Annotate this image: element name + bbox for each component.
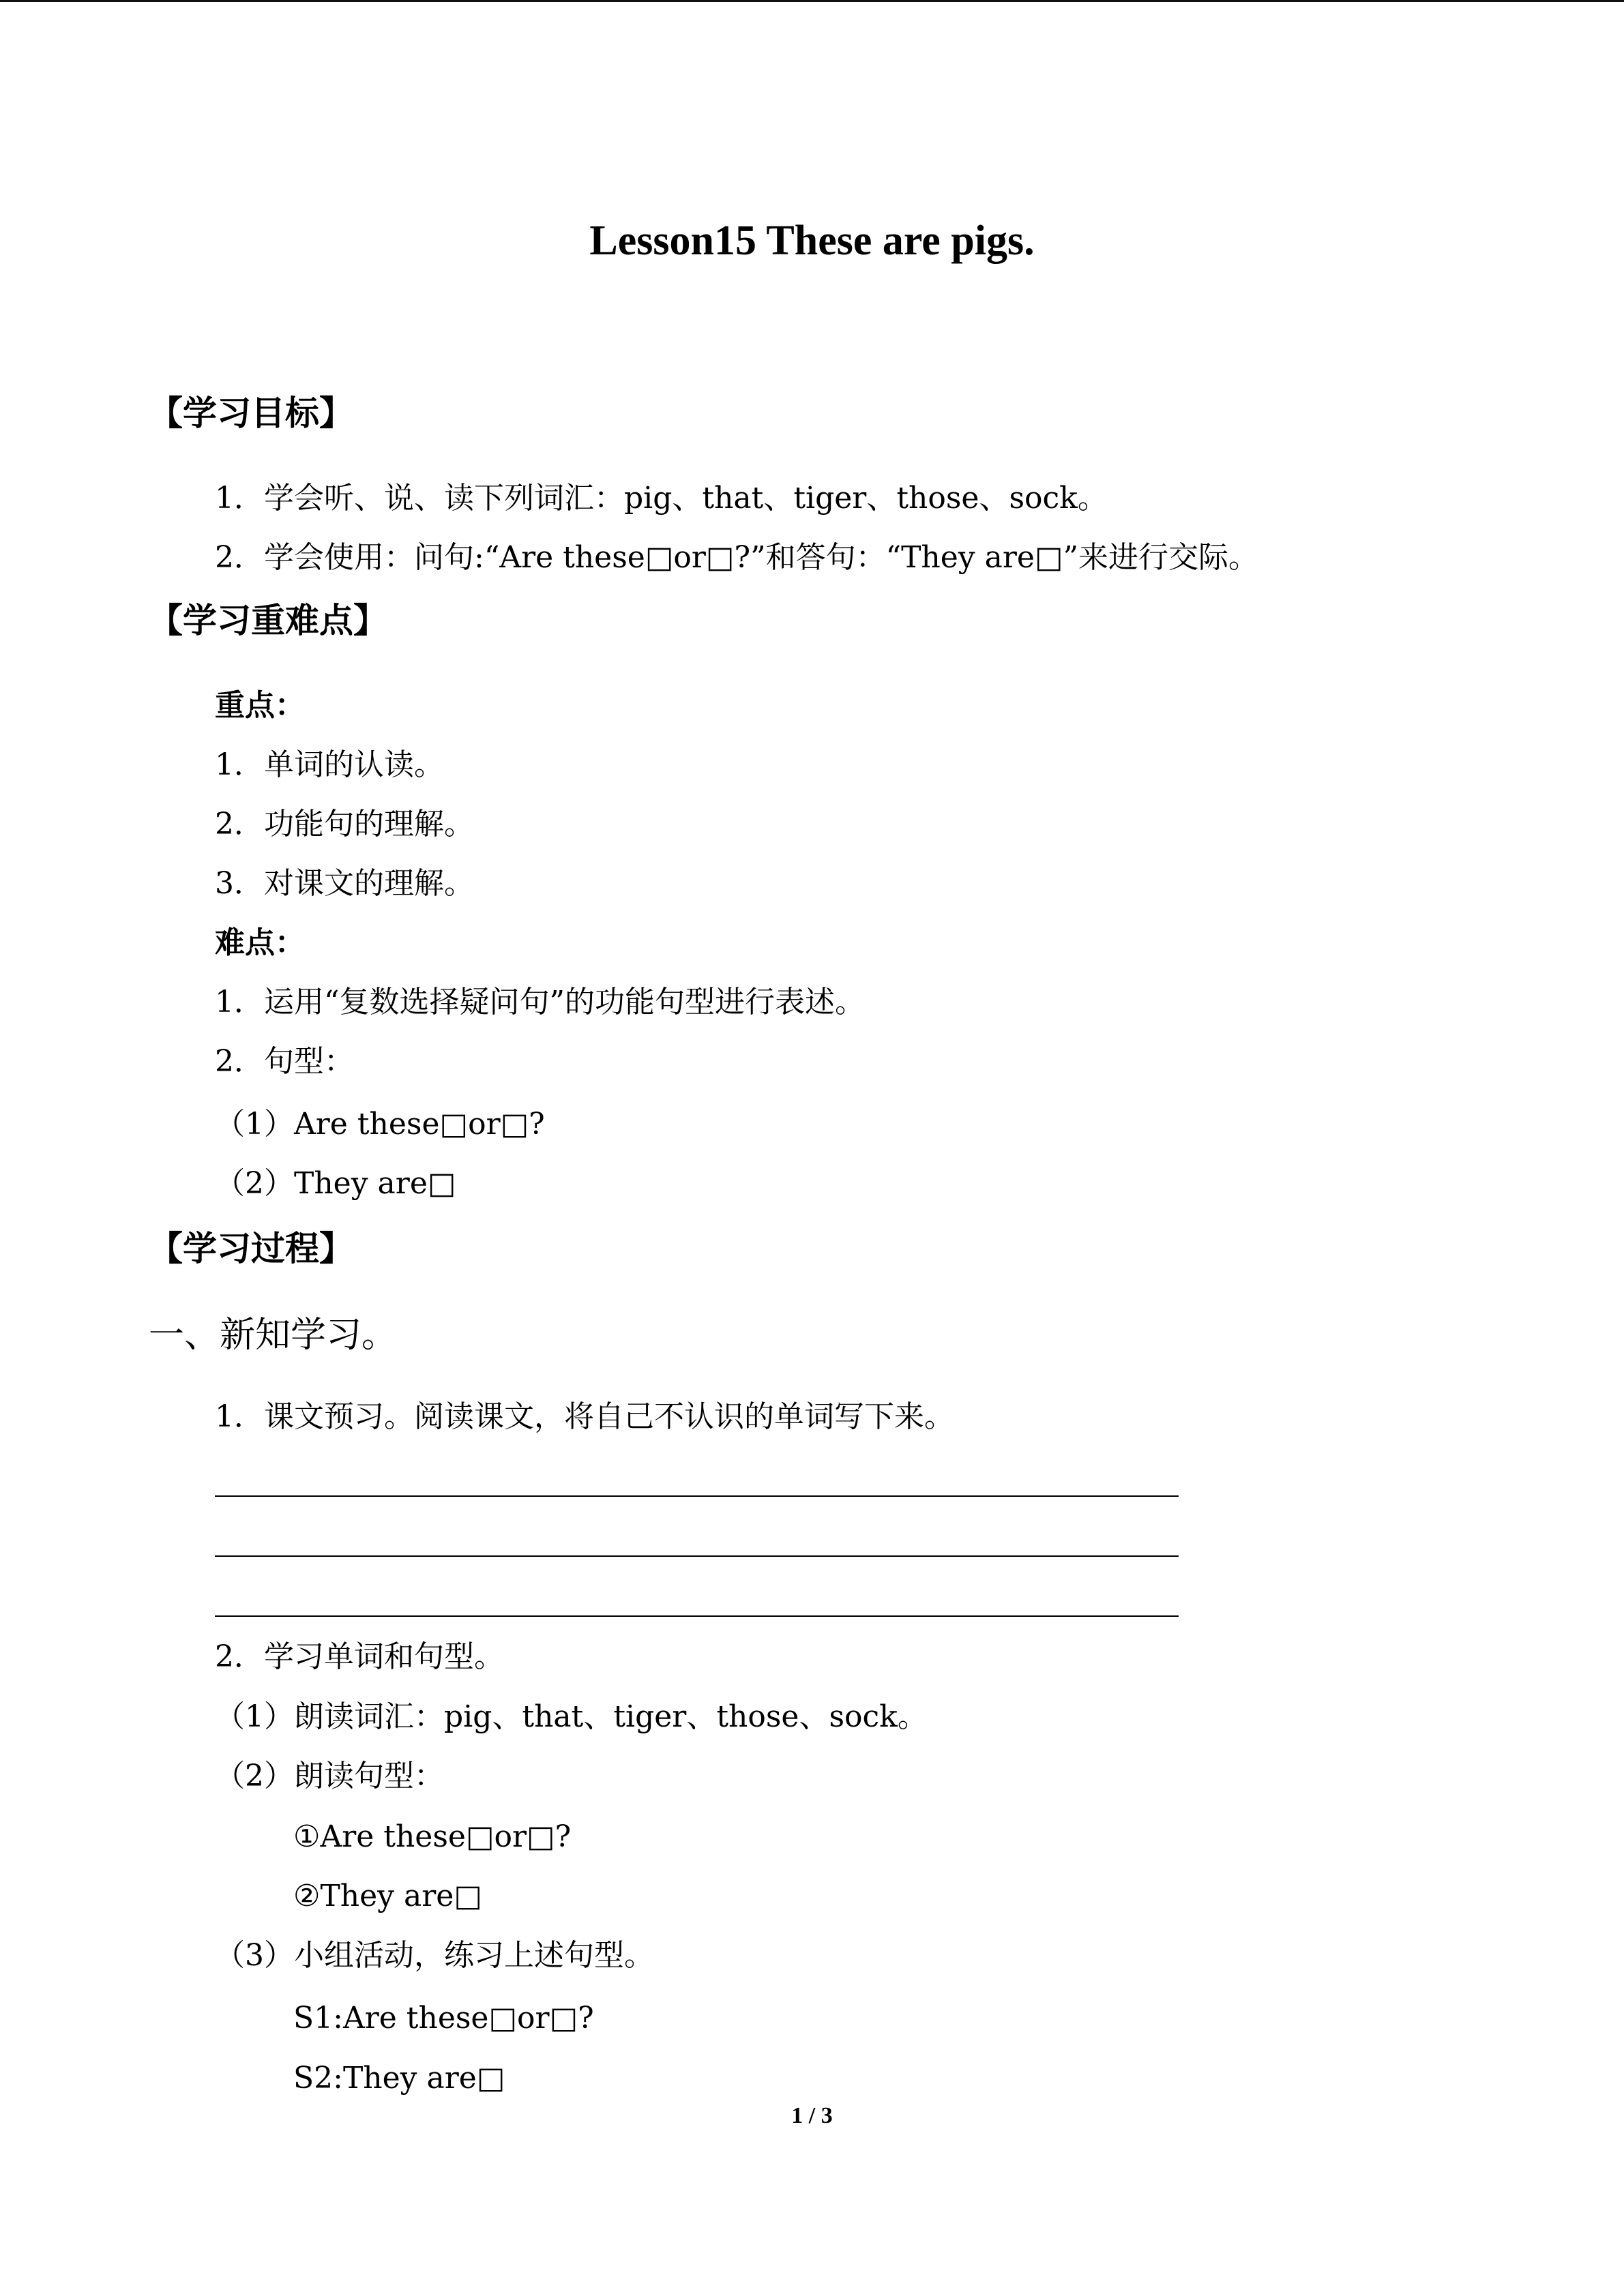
difficulty-item-3: （1）Are these□or□? [215, 1107, 545, 1142]
step-2-item-3: ①Are these□or□? [293, 1819, 572, 1854]
difficulty-item-2: 2．句型： [215, 1044, 354, 1079]
difficulty-item-4: （2）They are□ [215, 1166, 456, 1201]
step-2-item-6: S1:Are these□or□? [293, 2001, 594, 2036]
difficulty-item-1: 1．运用“复数选择疑问句”的功能句型进行表述。 [215, 985, 865, 1019]
step-2-item-7: S2:They are□ [293, 2061, 505, 2096]
process-heading: 【学习过程】 [149, 1229, 353, 1268]
answer-line-2 [215, 1555, 1179, 1557]
step-2-item-1: （1）朗读词汇：pig、that、tiger、those、sock。 [215, 1699, 928, 1734]
page-number: 1 / 3 [791, 2103, 833, 2128]
part-one-heading: 一、新知学习。 [149, 1315, 398, 1356]
focus-item-2: 2．功能句的理解。 [215, 807, 474, 841]
objectives-heading: 【学习目标】 [149, 393, 353, 433]
answer-line-3 [215, 1615, 1179, 1617]
focus-item-1: 1．单词的认读。 [215, 747, 444, 782]
key-points-heading: 【学习重难点】 [149, 601, 387, 640]
step-2: 2．学习单词和句型。 [215, 1639, 504, 1674]
step-2-item-5: （3）小组活动，练习上述句型。 [215, 1938, 654, 1973]
step-1: 1．课文预习。阅读课文，将自己不认识的单词写下来。 [215, 1399, 954, 1434]
answer-line-1 [215, 1495, 1179, 1497]
objective-item-1: 1．学会听、说、读下列词汇：pig、that、tiger、those、sock。 [215, 481, 1108, 516]
focus-item-3: 3．对课文的理解。 [215, 866, 474, 901]
page-title: Lesson15 These are pigs. [589, 218, 1035, 264]
step-2-item-2: （2）朗读句型： [215, 1759, 444, 1793]
step-2-item-4: ②They are□ [293, 1879, 482, 1913]
objective-item-2: 2．学会使用：问句:“Are these□or□?”和答句：“They are□”来进行交际。 [215, 540, 1259, 575]
difficulty-label: 难点： [215, 925, 305, 960]
focus-label: 重点： [215, 688, 305, 723]
